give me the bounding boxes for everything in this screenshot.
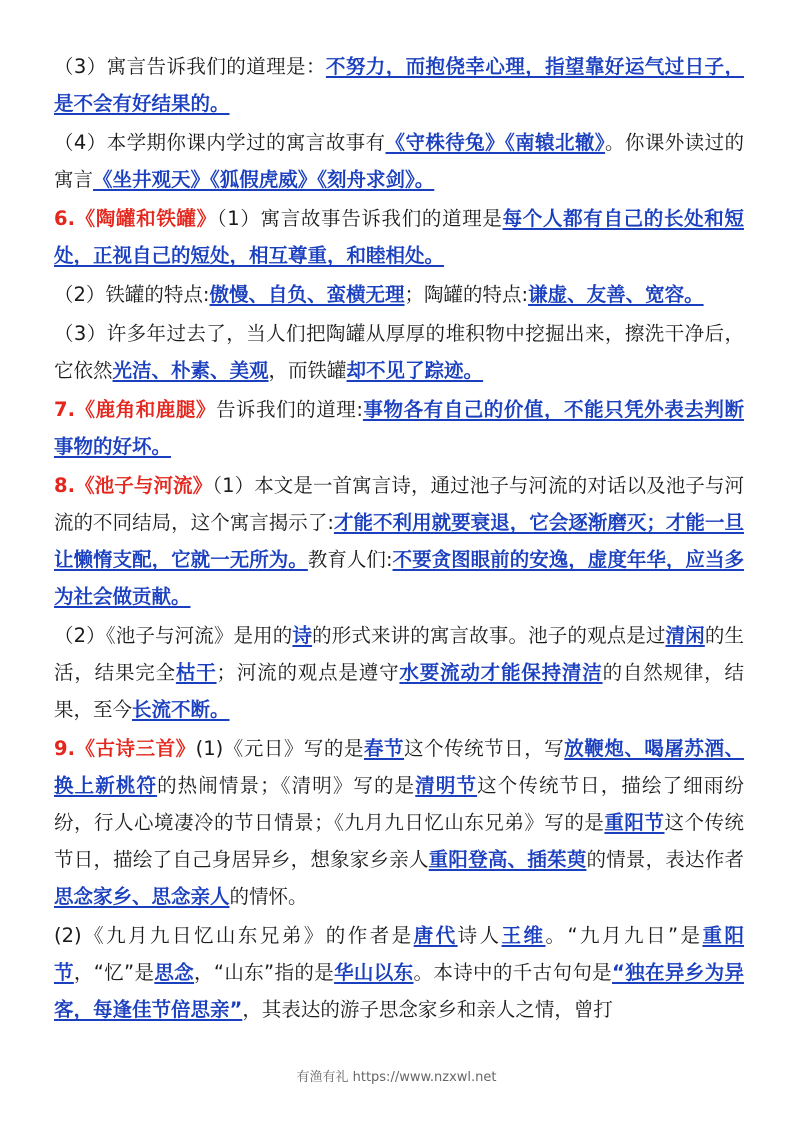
answer-text: 清明节 (415, 774, 478, 797)
section-heading: 8.《池子与河流》 (54, 474, 213, 497)
body-text: （3）寓言告诉我们的道理是： (54, 55, 326, 78)
body-text: 的情怀。 (229, 885, 308, 908)
answer-text: 春节 (363, 737, 405, 760)
answer-text: 《守株待兔》《南辕北辙》 (385, 131, 605, 154)
body-text: 这个传统节日，写 (404, 737, 565, 760)
answer-text: 枯干 (175, 661, 217, 684)
paragraph-9 (54, 730, 744, 915)
paragraph-1 (54, 48, 744, 122)
answer-text: 重阳登高、插茱萸 (428, 848, 587, 871)
body-text: 。你课外读过的寓言 (54, 131, 744, 191)
paragraph-2 (54, 124, 744, 198)
answer-text: 水要流动才能保持清洁 (399, 661, 603, 684)
body-text: 。本诗中的千古句句是 (413, 961, 613, 984)
answer-text: 清闲 (665, 624, 705, 647)
answer-text: 不要贪图眼前的安逸，虚度年华，应当多为社会做贡献。 (54, 548, 744, 608)
answer-text: 思念家乡、思念亲人 (54, 885, 230, 908)
body-text: 这个传统节日，描绘了自己身居异乡，想象家乡亲人 (54, 811, 744, 871)
body-text: ；陶罐的特点: (404, 283, 529, 306)
answer-text: 每个人都有自己的长处和短处，正视自己的短处，相互尊重，和睦相处。 (54, 207, 744, 267)
paragraph-3 (54, 200, 744, 274)
body-text: 的形式来讲的寓言故事。池子的观点是过 (312, 624, 666, 647)
answer-text: 傲慢、自负、蛮横无理 (209, 283, 405, 306)
answer-text: 重阳节 (604, 811, 665, 834)
answer-text: 才能不利用就要衰退，它会逐渐磨灭；才能一旦让懒惰支配，它就一无所为。 (54, 511, 744, 571)
paragraph-7 (54, 467, 744, 615)
answer-text: 重阳节 (54, 924, 744, 984)
body-text: （2）《池子与河流》是用的 (54, 624, 293, 647)
answer-text: 华山以东 (334, 961, 414, 984)
answer-text: “独在异乡为异客，每逢佳节倍思亲” (54, 961, 744, 1021)
body-text: 的生活，结果完全 (54, 624, 744, 684)
answer-text: 谦虚、友善、宽容。 (528, 283, 704, 306)
answer-text: 却不见了踪迹。 (346, 359, 484, 382)
section-heading: 6.《陶罐和铁罐》 (54, 207, 217, 230)
paragraph-10 (54, 917, 744, 1028)
answer-text: 长流不断。 (132, 698, 230, 721)
answer-text: 《坐井观天》《狐假虎威》《刻舟求剑》。 (93, 168, 435, 191)
document-page (54, 48, 744, 1030)
answer-text: 光洁、朴素、美观 (112, 359, 269, 382)
paragraph-8 (54, 617, 744, 728)
body-text: 告诉我们的道理: (215, 398, 363, 421)
paragraph-6 (54, 391, 744, 465)
answer-text: 唐代 (413, 924, 458, 947)
body-text: ，“山东”指的是 (194, 961, 335, 984)
body-text: （4）本学期你课内学过的寓言故事有 (54, 131, 386, 154)
body-text: （2）铁罐的特点: (54, 283, 210, 306)
body-text: 诗人 (457, 924, 502, 947)
body-text: （3）许多年过去了，当人们把陶罐从厚厚的堆积物中挖掘出来，擦洗干净后，它依然 (54, 322, 744, 382)
body-text: 。“九月九日”是 (545, 924, 703, 947)
body-text: ；河流的观点是遵守 (216, 661, 400, 684)
body-text: （1）本文是一首寓言诗，通过池子与河流的对话以及池子与河流的不同结局，这个寓言揭示了: (54, 474, 744, 534)
answer-text: 不努力，而抱侥幸心理，指望靠好运气过日子，是不会有好结果的。 (54, 55, 744, 115)
body-text: 的情景，表达作者 (586, 848, 744, 871)
answer-text: 王维 (501, 924, 546, 947)
answer-text: 事物各有自己的价值，不能只凭外表去判断事物的好坏。 (54, 398, 744, 458)
body-text: (2)《九月九日忆山东兄弟》的作者是 (54, 924, 414, 947)
body-text: ，其表达的游子思念家乡和亲人之情，曾打 (242, 998, 613, 1021)
answer-text: 放鞭炮、喝屠苏酒、换上新桃符 (54, 737, 744, 797)
body-text: 教育人们: (307, 548, 393, 571)
paragraph-4 (54, 276, 744, 313)
body-text: ，“忆”是 (73, 961, 155, 984)
answer-text: 诗 (292, 624, 313, 647)
body-text: 的自然规律，结果，至今 (54, 661, 744, 721)
body-text: （1）寓言故事告诉我们的道理是 (216, 207, 503, 230)
body-text: 这个传统节日，描绘了细雨纷纷，行人心境凄冷的节日情景；《九月九日忆山东兄弟》写的是 (54, 774, 744, 834)
paragraph-5 (54, 315, 744, 389)
body-text: 的热闹情景；《清明》写的是 (157, 774, 416, 797)
page-footer: 有渔有礼 https://www.nzxwl.net (296, 1070, 497, 1085)
section-heading: 7.《鹿角和鹿腿》 (54, 398, 216, 421)
answer-text: 思念 (154, 961, 195, 984)
body-text: ，而铁罐 (268, 359, 347, 382)
section-heading: 9.《古诗三首》 (54, 737, 196, 760)
body-text: (1)《元日》写的是 (195, 737, 364, 760)
